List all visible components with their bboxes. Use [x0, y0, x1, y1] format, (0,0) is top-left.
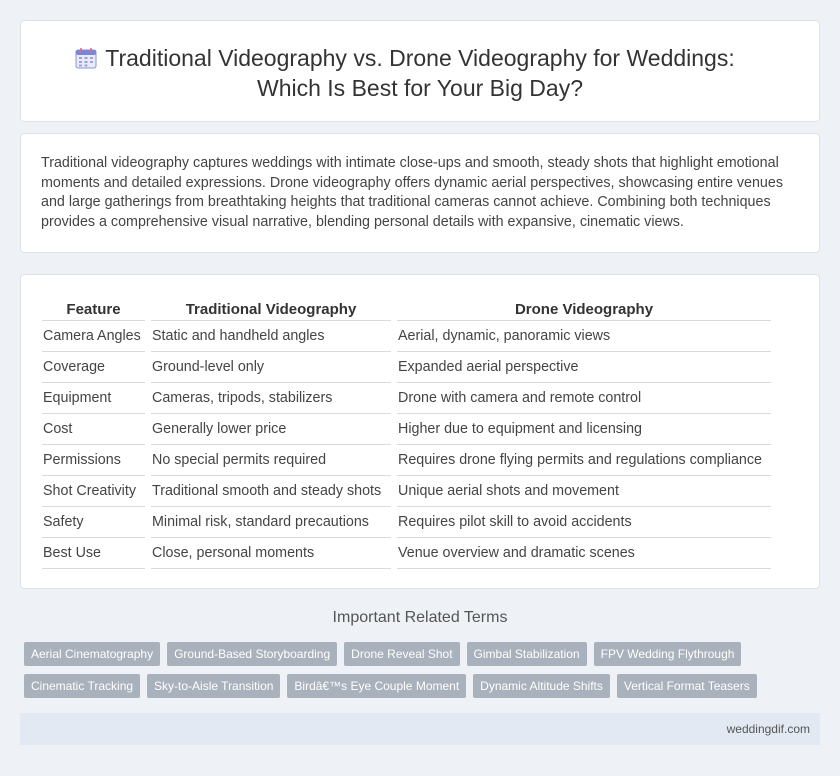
- cell-drone: Aerial, dynamic, panoramic views: [397, 321, 771, 352]
- cell-drone: Expanded aerial perspective: [397, 352, 771, 383]
- tag-cinematic-tracking[interactable]: Cinematic Tracking: [24, 674, 140, 698]
- tag-ground-based-storyboarding[interactable]: Ground-Based Storyboarding: [167, 642, 337, 666]
- intro-card: [20, 133, 820, 253]
- table-header-row: [42, 295, 771, 321]
- tag-row: [24, 674, 784, 698]
- cell-feature: Equipment: [42, 383, 145, 414]
- cell-traditional: Minimal risk, standard precautions: [151, 507, 391, 538]
- table-row: [42, 538, 771, 569]
- table-row: [42, 445, 771, 476]
- table-row: [42, 507, 771, 538]
- tag-birds-eye-couple-moment[interactable]: Birdâ€™s Eye Couple Moment: [287, 674, 466, 698]
- cell-drone: Drone with camera and remote control: [397, 383, 771, 414]
- cell-traditional: No special permits required: [151, 445, 391, 476]
- cell-traditional: Ground-level only: [151, 352, 391, 383]
- cell-feature: Coverage: [42, 352, 145, 383]
- tag-vertical-format-teasers[interactable]: Vertical Format Teasers: [617, 674, 757, 698]
- table-row: [42, 383, 771, 414]
- cell-feature: Permissions: [42, 445, 145, 476]
- comparison-card: [20, 274, 820, 589]
- table-row: [42, 321, 771, 352]
- related-terms-heading: Important Related Terms: [332, 609, 508, 626]
- title-card: [20, 20, 820, 122]
- page-title-line2: Which Is Best for Your Big Day?: [257, 75, 583, 101]
- tag-aerial-cinematography[interactable]: Aerial Cinematography: [24, 642, 160, 666]
- cell-traditional: Static and handheld angles: [151, 321, 391, 352]
- related-terms-tags: [24, 642, 784, 706]
- footer: [20, 713, 820, 745]
- cell-drone: Requires pilot skill to avoid accidents: [397, 507, 771, 538]
- cell-drone: Venue overview and dramatic scenes: [397, 538, 771, 569]
- tag-fpv-wedding-flythrough[interactable]: FPV Wedding Flythrough: [594, 642, 742, 666]
- tag-dynamic-altitude-shifts[interactable]: Dynamic Altitude Shifts: [473, 674, 610, 698]
- cell-traditional: Cameras, tripods, stabilizers: [151, 383, 391, 414]
- cell-feature: Cost: [42, 414, 145, 445]
- tag-row: [24, 642, 784, 666]
- cell-feature: Safety: [42, 507, 145, 538]
- header-feature: Feature: [42, 295, 145, 321]
- cell-feature: Best Use: [42, 538, 145, 569]
- header-traditional: Traditional Videography: [151, 295, 391, 321]
- cell-feature: Camera Angles: [42, 321, 145, 352]
- header-drone: Drone Videography: [397, 295, 771, 321]
- cell-traditional: Generally lower price: [151, 414, 391, 445]
- tag-sky-to-aisle-transition[interactable]: Sky-to-Aisle Transition: [147, 674, 280, 698]
- cell-feature: Shot Creativity: [42, 476, 145, 507]
- cell-drone: Unique aerial shots and movement: [397, 476, 771, 507]
- tag-gimbal-stabilization[interactable]: Gimbal Stabilization: [467, 642, 587, 666]
- footer-site-link[interactable]: weddingdif.com: [726, 722, 810, 736]
- page-title: [21, 43, 819, 103]
- tag-drone-reveal-shot[interactable]: Drone Reveal Shot: [344, 642, 459, 666]
- cell-traditional: Traditional smooth and steady shots: [151, 476, 391, 507]
- cell-traditional: Close, personal moments: [151, 538, 391, 569]
- table-row: [42, 352, 771, 383]
- intro-paragraph: Traditional videography captures weddings with intimate close-ups and smooth, steady shots that highlight emotional moments and detailed expressions. Drone videography offers dynamic aerial perspectives, showcasing entire venues and large gatherings from breathtaking heights that traditional cameras cannot achieve. Combining both techniques provides a comprehensive visual narrative, blending personal details with expansive, cinematic views.: [41, 155, 783, 231]
- table-row: [42, 476, 771, 507]
- cell-drone: Higher due to equipment and licensing: [397, 414, 771, 445]
- cell-drone: Requires drone flying permits and regulations compliance: [397, 445, 771, 476]
- table-row: [42, 414, 771, 445]
- page-title-line1: Traditional Videography vs. Drone Videography for Weddings:: [105, 45, 735, 71]
- comparison-table: [36, 295, 777, 569]
